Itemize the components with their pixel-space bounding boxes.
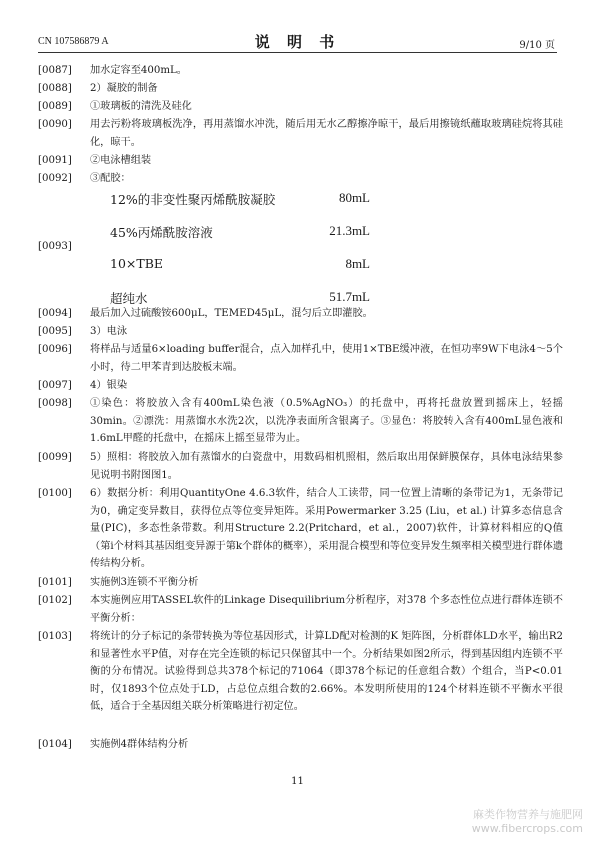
- paragraph-text: 加水定容至400mL。: [90, 65, 187, 76]
- paragraph-0101: [38, 574, 563, 592]
- page-indicator: 9/10 页: [519, 40, 555, 51]
- recipe-name: 45%丙烯酰胺溶液: [110, 225, 213, 240]
- paragraph-number: [0097]: [38, 380, 72, 391]
- paragraph-text: ①玻璃板的清洗及硅化: [90, 101, 192, 112]
- recipe-row: [110, 256, 410, 274]
- paragraph-0100: [38, 485, 563, 573]
- paragraph-text: 5）照相：将胶放入加有蒸馏水的白瓷盘中，用数码相机照相，然后取出用保鲜膜保存，具体电泳结果参见说明书附图图1。: [90, 452, 563, 481]
- paragraph-number: [0094]: [38, 308, 72, 319]
- paragraph-text: 3）电泳: [90, 326, 128, 337]
- recipe-value: 8mL: [345, 256, 370, 271]
- paragraph-0087: [38, 62, 563, 80]
- paragraph-text: 实施例3连锁不平衡分析: [90, 577, 199, 588]
- paragraph-number: [0104]: [38, 739, 72, 750]
- page-number: 11: [291, 776, 304, 787]
- paragraph-number: [0095]: [38, 326, 72, 337]
- paragraph-number: [0088]: [38, 83, 72, 94]
- paragraph-text: 将样品与适量6×loading buffer混合，点入加样孔中，使用1×TBE缓冲液，在恒功率9W下电泳4～5个小时，待二甲苯青到达胶板末端。: [90, 344, 563, 373]
- recipe-row: [110, 223, 410, 241]
- recipe-value: 80mL: [338, 190, 370, 205]
- paragraph-0089: [38, 98, 563, 116]
- paragraph-0092: [38, 170, 563, 188]
- watermark-url: www.fibercrops.com: [471, 822, 583, 835]
- paragraph-text: 最后加入过硫酸铵600μL，TEMED45μL，混匀后立即灌胶。: [90, 308, 373, 319]
- paragraph-text: ②电泳槽组装: [90, 155, 152, 166]
- paragraph-number: [0098]: [38, 398, 72, 409]
- paragraph-0103: [38, 628, 563, 716]
- paragraph-text: 4）银染: [90, 380, 128, 391]
- paragraph-number: [0102]: [38, 595, 72, 606]
- paragraph-0095: [38, 323, 563, 341]
- paragraph-text: 实施例4群体结构分析: [90, 739, 189, 750]
- paragraph-0097: [38, 377, 563, 395]
- paragraph-number: [0091]: [38, 155, 72, 166]
- paragraph-0094: [38, 305, 563, 323]
- paragraph-number: [0087]: [38, 65, 72, 76]
- paragraph-number: [0103]: [38, 631, 72, 642]
- paragraph-0090: [38, 116, 563, 151]
- recipe-name: 12%的非变性聚丙烯酰胺凝胶: [110, 192, 276, 207]
- recipe-value: 51.7mL: [329, 289, 370, 304]
- paragraph-text: 将统计的分子标记的条带转换为等位基因形式，计算LD配对检测的K 矩阵图，分析群体LD水平，输出R2和显著性水平P值，对存在完全连锁的标记只保留其中一个。分析结果如图2所示，得到基因组内连锁不平衡的分布情况。试验得到总共378个标记的71064（即378个标记的任意组合数）个组合，当P<0.01时，仅1893个位点处于LD，占总位点组合数的2.66%。本发明所使用的124个材料连锁不平衡水平很低，适合于全基因组关联分析策略进行初定位。: [90, 631, 563, 712]
- recipe-name: 超纯水: [110, 291, 148, 306]
- paragraph-0098: [38, 395, 563, 448]
- paragraph-text: 6）数据分析：利用QuantityOne 4.6.3软件，结合人工读带，同一位置上清晰的条带记为1，无条带记为0，确定变异数目，获得位点等位变异矩阵。采用Powermarker 3.25 (Liu，et al.) 计算多态信息含量(PIC)，多态性条带数。利用Structure 2.2(Pritchard，et al.，2007)软件，计算材料相应的Q值（第i个材料其基因组变异源于第k个群体的概率），采用混合模型和等位变异发生频率相关模型进行群体遗传结构分析。: [90, 488, 563, 569]
- paragraph-number: [0093]: [38, 241, 72, 252]
- paragraph-number: [0090]: [38, 119, 72, 130]
- paragraph-number: [0096]: [38, 344, 72, 355]
- paragraph-text: 用去污粉将玻璃板洗净，再用蒸馏水冲洗，随后用无水乙醇擦净晾干，最后用擦镜纸蘸取玻璃硅烷将其硅化，晾干。: [90, 119, 563, 148]
- recipe-row: [110, 190, 410, 208]
- paragraph-number: [0101]: [38, 577, 72, 588]
- paragraph-text: ③配胶：: [90, 173, 131, 184]
- watermark-title: 麻类作物营养与施肥网: [473, 808, 583, 821]
- paragraph-0099: [38, 449, 563, 484]
- recipe-value: 21.3mL: [329, 223, 370, 238]
- paragraph-0088: [38, 80, 563, 98]
- paragraph-text: 本实施例应用TASSEL软件的Linkage Disequilibrium分析程序，对378 个多态性位点进行群体连锁不平衡分析：: [90, 595, 563, 624]
- paragraph-number: [0100]: [38, 488, 72, 499]
- paragraph-0102: [38, 592, 563, 627]
- watermark: [472, 808, 583, 836]
- paragraph-text: 2）凝胶的制备: [90, 83, 158, 94]
- paragraph-number: [0089]: [38, 101, 72, 112]
- page-title: 说 明 书: [254, 33, 341, 51]
- paragraph-number: [0099]: [38, 452, 72, 463]
- paragraph-0091: [38, 152, 563, 170]
- header-divider: [38, 52, 557, 53]
- paragraph-number: [0092]: [38, 173, 72, 184]
- paragraph-0096: [38, 341, 563, 376]
- patent-number: CN 107586879 A: [38, 36, 109, 47]
- paragraph-text: ①染色：将胶放入含有400mL染色液（0.5%AgNO₃）的托盘中，再将托盘放置到摇床上，轻摇30min。②漂洗：用蒸馏水水洗2次，以洗净表面所含银离子。③显色：将胶转入含有400mL显色液和1.6mL甲醛的托盘中，在摇床上摇至显带为止。: [90, 398, 563, 444]
- paragraph-0104: [38, 736, 563, 754]
- recipe-name: 10×TBE: [110, 256, 164, 271]
